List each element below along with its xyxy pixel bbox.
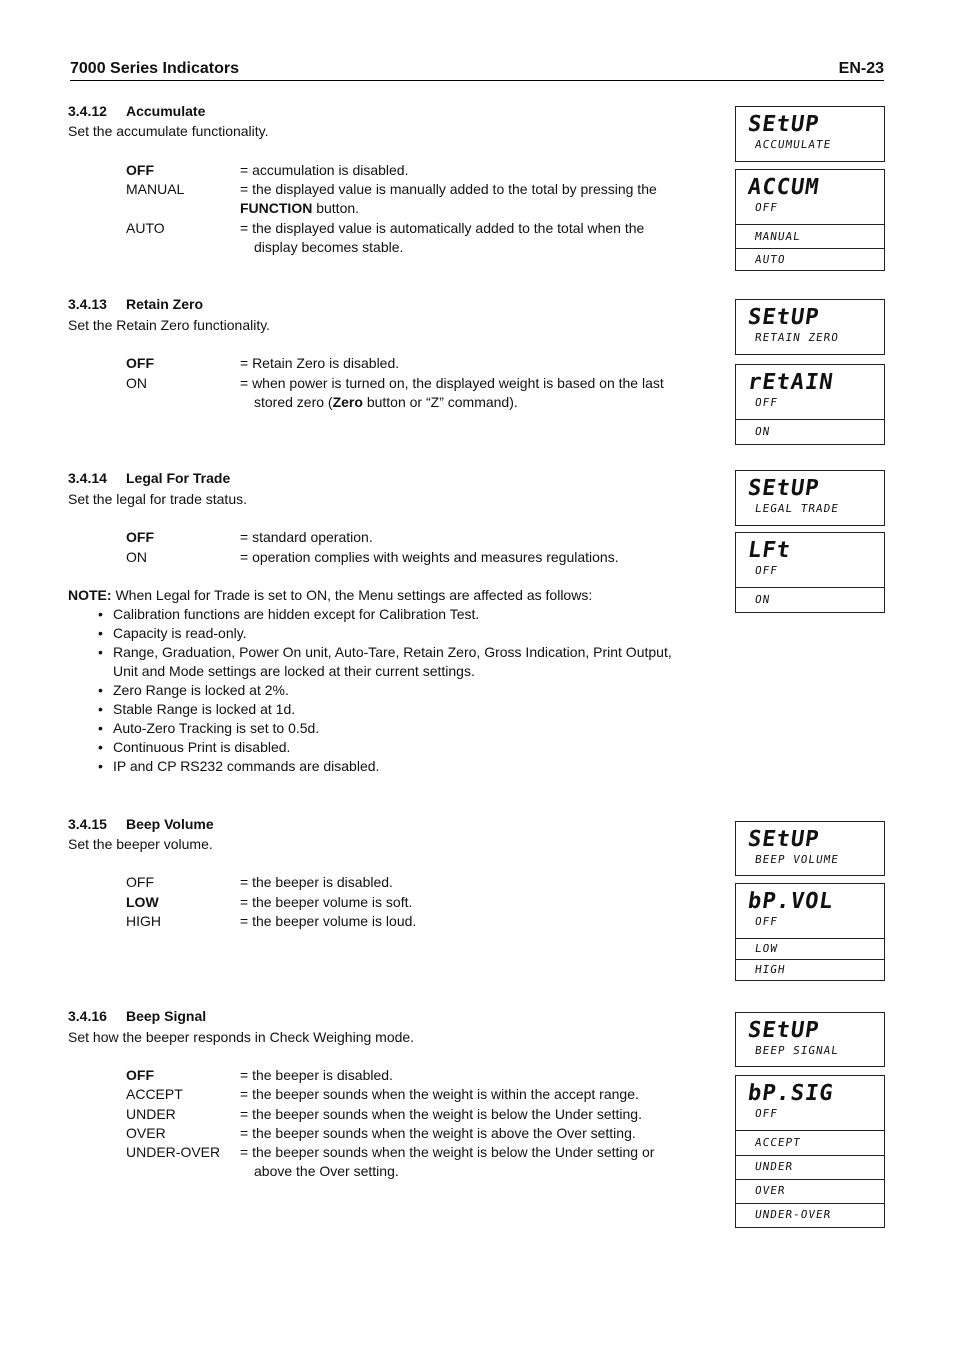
section-heading-accumulate (68, 103, 205, 119)
note-bullet-list (98, 605, 672, 776)
lcd-main-text: rEtAIN (746, 370, 836, 395)
option-description: = the beeper volume is soft. (240, 894, 413, 910)
lcd-main-text: SEtUP (746, 305, 821, 330)
option-description: = standard operation. (240, 529, 373, 545)
lcd-sub-text: OFF (754, 201, 779, 214)
option-description (240, 180, 690, 218)
section-intro: Set the beeper volume. (68, 836, 213, 852)
section-title: Retain Zero (126, 296, 204, 312)
lcd-option-row (735, 420, 885, 445)
section-intro: Set how the beeper responds in Check Weighing mode. (68, 1029, 415, 1045)
lcd-option-text: UNDER (754, 1160, 795, 1173)
section-title: Beep Volume (126, 816, 214, 832)
option-label: OFF (126, 874, 154, 890)
description-line: = the displayed value is manually added to the total by pressing the (240, 181, 657, 197)
lcd-option-row (735, 960, 885, 981)
option-label: OFF (126, 1067, 154, 1083)
lcd-option-text: AUTO (754, 253, 787, 266)
option-label: ACCEPT (126, 1086, 183, 1102)
section-heading-retain-zero (68, 296, 203, 312)
description-text: button or “Z” command). (362, 394, 518, 410)
lcd-setup-legal-trade (735, 470, 885, 526)
description-text: stored zero ( (254, 394, 333, 410)
section-title: Accumulate (126, 103, 206, 119)
list-item: • Continuous Print is disabled. (98, 738, 672, 757)
option-description: = Retain Zero is disabled. (240, 355, 400, 371)
description-line (240, 393, 690, 412)
lcd-option-row (735, 1131, 885, 1156)
lcd-menu-beep-volume (735, 883, 885, 939)
option-label: OFF (126, 162, 154, 178)
option-label: HIGH (126, 913, 161, 929)
lcd-option-text: ON (754, 425, 772, 438)
lcd-option-text: ACCEPT (754, 1136, 802, 1149)
section-intro: Set the legal for trade status. (68, 491, 247, 507)
option-label: ON (126, 549, 147, 565)
option-description: = operation complies with weights and measures regulations. (240, 549, 619, 565)
option-label: UNDER (126, 1106, 176, 1122)
description-bold: Zero (332, 394, 363, 410)
section-heading-beep-signal (68, 1008, 206, 1024)
option-description (240, 1143, 690, 1181)
section-intro: Set the accumulate functionality. (68, 123, 269, 139)
lcd-main-text: SEtUP (746, 827, 821, 852)
document-title: 7000 Series Indicators (70, 60, 239, 77)
description-line: display becomes stable. (254, 239, 404, 255)
description-line: = when power is turned on, the displayed weight is based on the last (240, 375, 664, 391)
lcd-menu-accumulate (735, 169, 885, 225)
section-number: 3.4.13 (68, 296, 107, 312)
list-item-continuation: Unit and Mode settings are locked at their current settings. (113, 663, 475, 679)
option-description: = the beeper sounds when the weight is below the Under setting. (240, 1106, 642, 1122)
list-item: • Calibration functions are hidden except for Calibration Test. (98, 605, 672, 624)
section-number: 3.4.15 (68, 816, 107, 832)
lcd-sub-text: OFF (754, 1107, 779, 1120)
description-line: = the beeper sounds when the weight is below the Under setting or (240, 1144, 655, 1160)
list-item: • Capacity is read-only. (98, 624, 672, 643)
lcd-setup-beep-volume (735, 821, 885, 876)
lcd-option-text: MANUAL (754, 230, 802, 243)
option-description: = the beeper sounds when the weight is above the Over setting. (240, 1125, 636, 1141)
option-label: OVER (126, 1125, 166, 1141)
section-intro: Set the Retain Zero functionality. (68, 317, 271, 333)
section-heading-legal-for-trade (68, 470, 230, 486)
lcd-sub-text: ACCUMULATE (754, 138, 833, 151)
lcd-sub-text: BEEP VOLUME (754, 853, 840, 866)
lcd-sub-text: RETAIN ZERO (754, 331, 840, 344)
description-line: button. (312, 200, 360, 216)
lcd-option-text: HIGH (754, 963, 787, 976)
lcd-setup-beep-signal (735, 1012, 885, 1067)
section-number: 3.4.16 (68, 1008, 107, 1024)
lcd-option-row (735, 1156, 885, 1180)
option-description (240, 374, 690, 412)
option-description: = the beeper volume is loud. (240, 913, 417, 929)
lcd-sub-text: LEGAL TRADE (754, 502, 840, 515)
option-label: UNDER-OVER (126, 1144, 221, 1160)
section-number: 3.4.14 (68, 470, 107, 486)
section-title: Legal For Trade (126, 470, 231, 486)
lcd-sub-text: OFF (754, 915, 779, 928)
section-heading-beep-volume (68, 816, 214, 832)
lcd-setup-accumulate (735, 106, 885, 162)
option-description: = the beeper is disabled. (240, 1067, 393, 1083)
lcd-option-text: LOW (754, 942, 779, 955)
lcd-sub-text: OFF (754, 396, 779, 409)
lcd-option-row (735, 249, 885, 271)
lcd-main-text: bP.VOL (746, 889, 836, 914)
description-line: = the displayed value is automatically added to the total when the (240, 220, 645, 236)
note-label: NOTE: (68, 587, 112, 603)
section-title: Beep Signal (126, 1008, 207, 1024)
description-bold: FUNCTION (240, 200, 313, 216)
lcd-main-text: SEtUP (746, 1018, 821, 1043)
lcd-option-text: UNDER-OVER (754, 1208, 833, 1221)
description-line: above the Over setting. (254, 1163, 399, 1179)
lcd-sub-text: OFF (754, 564, 779, 577)
list-item: • IP and CP RS232 commands are disabled. (98, 757, 672, 776)
note-text: When Legal for Trade is set to ON, the Menu settings are affected as follows: (111, 587, 593, 603)
option-label: OFF (126, 529, 154, 545)
option-description: = the beeper is disabled. (240, 874, 393, 890)
lcd-option-row (735, 1204, 885, 1228)
lcd-option-row (735, 1180, 885, 1204)
list-item: • Zero Range is locked at 2%. (98, 681, 672, 700)
lcd-menu-beep-signal (735, 1075, 885, 1131)
list-item: • Auto-Zero Tracking is set to 0.5d. (98, 719, 672, 738)
lcd-option-row (735, 588, 885, 613)
note (68, 586, 592, 605)
lcd-option-row (735, 225, 885, 249)
page-number: EN-23 (838, 60, 884, 77)
option-label: OFF (126, 355, 154, 371)
list-item: • Stable Range is locked at 1d. (98, 700, 672, 719)
lcd-main-text: bP.SIG (746, 1081, 836, 1106)
lcd-option-text: ON (754, 593, 772, 606)
page-header (70, 60, 884, 81)
option-label: AUTO (126, 220, 165, 236)
option-label: MANUAL (126, 181, 185, 197)
lcd-setup-retain-zero (735, 299, 885, 355)
lcd-menu-retain-zero (735, 364, 885, 420)
lcd-main-text: SEtUP (746, 112, 821, 137)
lcd-main-text: SEtUP (746, 476, 821, 501)
lcd-option-row (735, 939, 885, 960)
section-number: 3.4.12 (68, 103, 107, 119)
option-description (240, 219, 690, 257)
list-item: • Range, Graduation, Power On unit, Auto-Tare, Retain Zero, Gross Indication, Print Output, (98, 643, 672, 662)
option-label: LOW (126, 894, 159, 910)
lcd-menu-legal-trade (735, 532, 885, 588)
option-label: ON (126, 375, 147, 391)
lcd-main-text: LFt (746, 538, 793, 563)
option-description: = accumulation is disabled. (240, 162, 409, 178)
lcd-sub-text: BEEP SIGNAL (754, 1044, 840, 1057)
lcd-option-text: OVER (754, 1184, 787, 1197)
option-description: = the beeper sounds when the weight is within the accept range. (240, 1086, 639, 1102)
lcd-main-text: ACCUM (746, 175, 821, 200)
